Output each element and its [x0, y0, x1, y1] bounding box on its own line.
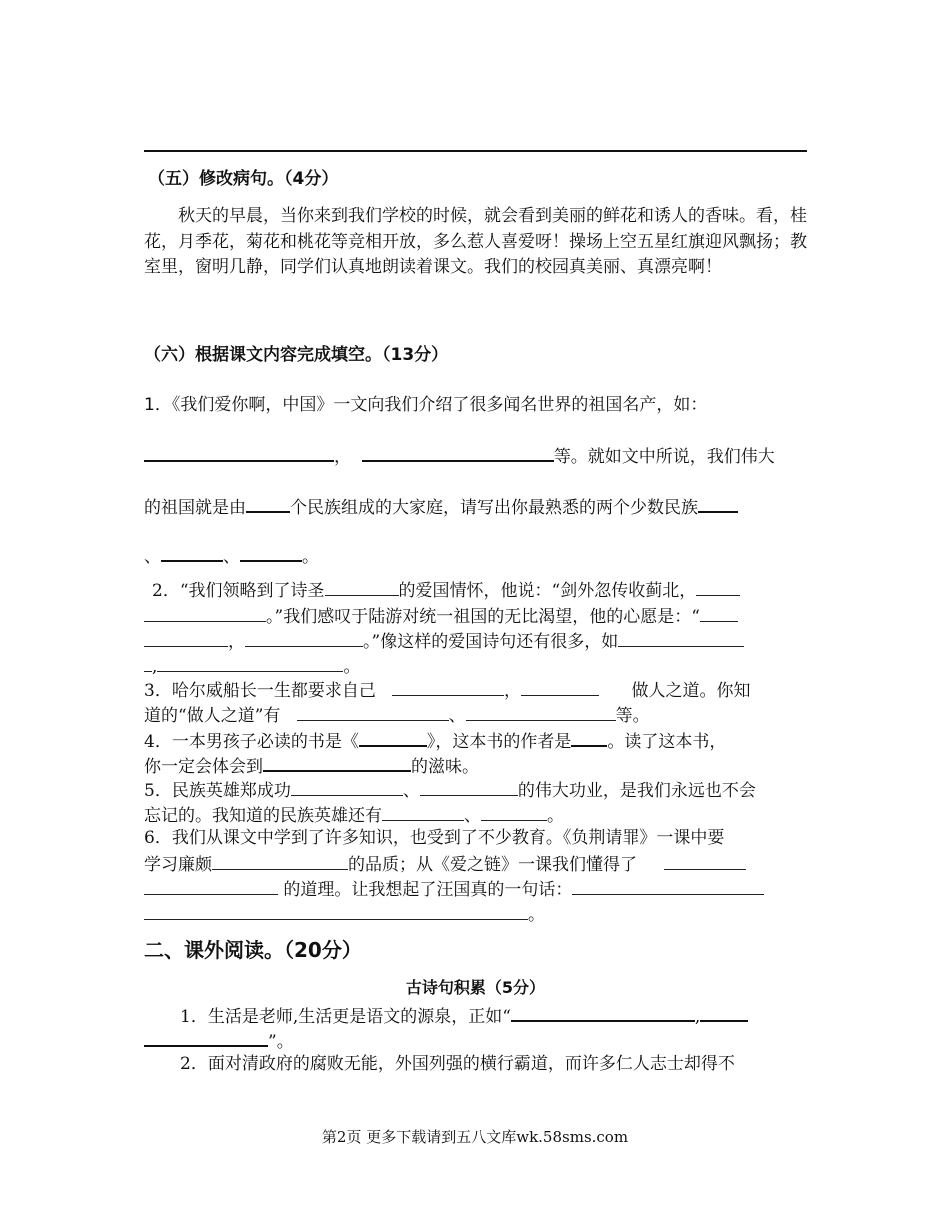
blank[interactable]	[572, 876, 764, 895]
q6-line1	[144, 826, 807, 851]
blank[interactable]	[144, 628, 228, 647]
q4-text-c: 。读了这本书，	[607, 732, 727, 752]
q5-text-e: 、	[464, 806, 481, 826]
header-rule	[144, 150, 807, 152]
q3-text-f: 等。	[615, 706, 650, 726]
blank[interactable]	[246, 493, 290, 513]
q1-line4	[144, 542, 807, 570]
blank[interactable]	[161, 542, 223, 562]
blank[interactable]	[700, 603, 738, 622]
q2-text-d: ，	[228, 632, 245, 652]
part2-q1-text-a: 1．生活是老师,生活更是语文的源泉，正如“	[180, 1007, 511, 1027]
q2-text-f: ,	[152, 657, 158, 677]
blank[interactable]	[297, 702, 449, 721]
q4-line2	[144, 752, 807, 780]
blank[interactable]	[359, 727, 427, 747]
q2-line2	[144, 603, 807, 630]
blank[interactable]	[700, 1002, 748, 1022]
section5-title: （五）修改病句。（4分）	[148, 169, 339, 189]
q2-text-b: 的爱国情怀，他说：“剑外忽传收蓟北，	[398, 581, 697, 601]
q2-text-c: 。”我们感叹于陆游对统一祖国的无比渴望，他的心愿是：“	[266, 607, 700, 627]
q3-text-a: 3．哈尔威船长一生都要求自己	[144, 681, 376, 701]
q2-line4	[144, 653, 807, 680]
q1-line3	[144, 493, 807, 521]
q2-text-e: 。”像这样的爱国诗句还有很多，如	[363, 632, 619, 652]
q4-text-a: 4．一本男孩子必读的书是《	[144, 732, 359, 752]
q6-line3	[144, 876, 807, 903]
blank[interactable]	[521, 677, 599, 696]
blank[interactable]	[245, 628, 363, 647]
blank[interactable]	[420, 777, 518, 796]
q6-text-a: 6．我们从课文中学到了许多知识，也受到了不少教育。《负荆请罪》一课中要	[144, 828, 725, 848]
q4-text-d: 你一定会体会到	[144, 757, 263, 777]
q3-text-b: ，	[504, 681, 522, 701]
q1-line1	[144, 393, 807, 418]
q2-text-g: 。	[343, 657, 361, 677]
part2-q2-text: 2．面对清政府的腐败无能，外国列强的横行霸道，而许多仁人志士却得不	[180, 1054, 735, 1074]
part2-q1-text-c: ”。	[268, 1032, 294, 1052]
q5-line1	[144, 777, 807, 804]
blank[interactable]	[696, 577, 740, 596]
blank[interactable]	[618, 628, 744, 647]
q1-text-e: 个民族组成的大家庭，请写出你最熟悉的两个少数民族	[290, 498, 698, 518]
q1-text-f: 、	[144, 547, 161, 567]
q3-text-c: 做人之道。你知	[631, 681, 751, 701]
q1-text-h: 。	[302, 547, 319, 567]
blank[interactable]	[212, 851, 348, 870]
q6-line2	[144, 851, 807, 878]
q5-text-a: 5．民族英雄郑成功	[144, 781, 291, 801]
blank[interactable]	[144, 442, 334, 462]
blank[interactable]	[392, 677, 504, 696]
q5-text-d: 忘记的。我知道的民族英雄还有	[144, 806, 382, 826]
q5-text-c: 的伟大功业，是我们永远也不会	[517, 781, 756, 801]
blank[interactable]	[481, 802, 547, 821]
page-footer: 第2页 更多下载请到五八文库wk.58sms.com	[321, 1128, 629, 1146]
blank[interactable]	[571, 727, 607, 747]
q4-text-e: 的滋味。	[411, 757, 479, 777]
blank[interactable]	[263, 752, 411, 772]
q2-line1	[152, 577, 815, 604]
q4-line1	[144, 727, 807, 755]
q6-text-e: 。	[528, 905, 545, 925]
q1-text-b: ，	[334, 447, 351, 467]
q1-text-c: 等。就如文中所说，我们伟大	[553, 447, 775, 467]
part2-q1-text-b: ,	[694, 1007, 701, 1027]
blank[interactable]	[144, 603, 266, 622]
blank[interactable]	[240, 542, 302, 562]
blank[interactable]	[144, 876, 278, 895]
q3-line1	[144, 677, 807, 704]
blank[interactable]	[144, 901, 528, 920]
q1-text-g: 、	[223, 547, 240, 567]
part2-q2-line1	[180, 1052, 807, 1077]
q4-text-b: 》，这本书的作者是	[426, 732, 572, 752]
blank[interactable]	[698, 493, 738, 513]
q1-line2	[144, 442, 807, 470]
blank[interactable]	[466, 702, 616, 721]
q5-text-f: 。	[547, 806, 564, 826]
q6-text-d: 的道理。让我想起了汪国真的一句话：	[283, 880, 573, 900]
q3-text-d: 道的“做人之道”有	[144, 706, 281, 726]
q2-text-a: 2．“我们领略到了诗圣	[152, 581, 325, 601]
blank[interactable]	[144, 1027, 268, 1047]
q5-line2	[144, 802, 807, 829]
part2-title: 二、课外阅读。（20分）	[144, 938, 362, 962]
q3-text-e: 、	[448, 706, 466, 726]
part2-q1-line2	[144, 1027, 807, 1055]
q5-text-b: 、	[402, 781, 420, 801]
blank[interactable]	[382, 802, 464, 821]
q3-line2	[144, 702, 807, 729]
blank[interactable]	[325, 577, 399, 596]
q6-line4	[144, 901, 807, 928]
section6-title: （六）根据课文内容完成填空。（13分）	[144, 345, 449, 365]
blank[interactable]	[362, 442, 554, 462]
q6-text-b: 学习廉颇	[144, 855, 212, 875]
part2-q1-line1	[180, 1002, 807, 1030]
blank[interactable]	[157, 653, 343, 672]
part2-subtitle: 古诗句积累（5分）	[405, 978, 546, 997]
q2-line3	[144, 628, 807, 655]
section5-paragraph: 秋天的早晨，当你来到我们学校的时候，就会看到美丽的鲜花和诱人的香味。看，桂花，月季花，菊花和桃花等竞相开放，多么惹人喜爱呀！操场上空五星红旗迎风飘扬；教室里，窗明几静，同学们认真地朗读着课文。我们的校园真美丽、真漂亮啊！	[144, 206, 807, 277]
blank[interactable]	[511, 1002, 695, 1022]
blank[interactable]	[291, 777, 403, 796]
blank[interactable]	[664, 851, 746, 870]
q1-text-d: 的祖国就是由	[144, 498, 246, 518]
blank[interactable]	[144, 653, 152, 672]
q6-text-c: 的品质；从《爱之链》一课我们懂得了	[348, 855, 637, 875]
q1-text-a: 1．《我们爱你啊，中国》一文向我们介绍了很多闻名世界的祖国名产，如：	[144, 395, 708, 415]
